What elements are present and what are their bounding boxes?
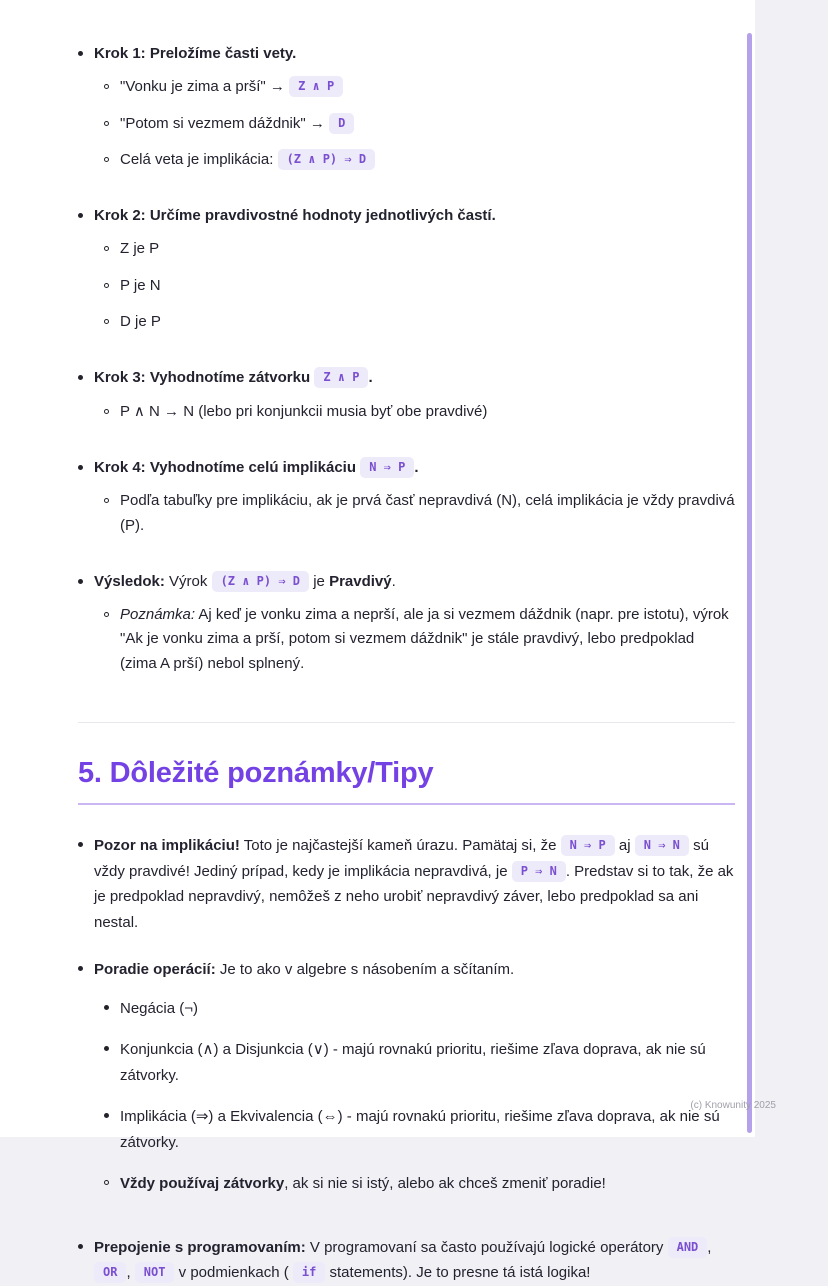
code-badge: if	[293, 1262, 325, 1283]
substep	[104, 237, 735, 261]
step-title	[94, 456, 735, 480]
step-title	[94, 204, 735, 228]
result-verdict: Pravdivý	[329, 572, 392, 590]
step-krok-4	[78, 456, 735, 550]
code-badge: (Z ∧ P) ⇒ D	[278, 149, 375, 170]
bullet-dot-icon	[104, 1046, 109, 1051]
text-run: aj	[618, 837, 631, 855]
text-run: .	[414, 458, 419, 476]
code-badge: NOT	[135, 1262, 175, 1283]
text-run: , ak si nie si istý, alebo ak chceš zmeniť poradie!	[284, 1175, 606, 1193]
result-label: Výsledok:	[94, 572, 165, 590]
tip-lead: Poradie operácií:	[94, 961, 216, 979]
substep-text: Z je P	[120, 240, 160, 258]
substep	[104, 489, 735, 538]
step-body	[94, 204, 735, 346]
text-run: statements). Je to presne tá istá logika!	[329, 1264, 591, 1282]
copyright: (c) Knowunity 2025	[690, 1100, 776, 1111]
sub-item-text: Negácia (¬)	[120, 999, 198, 1017]
step-title-text: Krok 3: Vyhodnotíme zátvorku	[94, 369, 311, 387]
operator-order-sublist	[94, 996, 735, 1197]
code-badge: N ⇒ P	[360, 457, 414, 478]
substep	[104, 148, 735, 172]
bullet-circle-icon	[104, 319, 109, 324]
substep	[104, 75, 735, 99]
sub-item-text: Implikácia (⇒) a Ekvivalencia (⇔) - majú rovnakú prioritu, riešime zľava doprava, ak nie sú zátvorky.	[120, 1108, 720, 1151]
bullet-dot-icon	[78, 51, 83, 56]
code-badge: Z ∧ P	[314, 367, 368, 388]
tip-lead: Prepojenie s programovaním:	[94, 1238, 306, 1256]
substep	[104, 310, 735, 334]
tip-lead: Pozor na implikáciu!	[94, 837, 240, 855]
text-run: ,	[126, 1264, 131, 1282]
sub-item-text	[120, 1171, 606, 1197]
bullet-dot-icon	[104, 1113, 109, 1118]
bullet-circle-icon	[104, 1180, 109, 1185]
substep-text	[120, 75, 343, 99]
text-run: Toto je najčastejší kameň úrazu. Pamätaj si, že	[243, 837, 557, 855]
code-badge: OR	[94, 1262, 126, 1283]
tip-body	[94, 957, 735, 1213]
bullet-circle-icon	[104, 498, 109, 503]
result-item	[78, 570, 735, 688]
substep-text: D je P	[120, 313, 161, 331]
scrollbar-thumb[interactable]	[747, 33, 752, 1133]
step-title-text: Krok 1: Preložíme časti vety.	[94, 45, 297, 62]
text-run: .	[391, 572, 396, 590]
bullet-circle-icon	[104, 612, 109, 617]
sub-item	[104, 996, 735, 1022]
tips-list	[78, 833, 735, 1286]
text-run: Celá veta je implikácia:	[120, 150, 274, 168]
sub-item	[104, 1171, 735, 1197]
step-title	[94, 366, 735, 390]
substep-text: P je N	[120, 276, 161, 294]
step-title	[94, 42, 735, 66]
bullet-dot-icon	[78, 375, 83, 380]
tip-programming	[78, 1235, 735, 1286]
section-heading: 5. Dôležité poznámky/Tipy	[78, 757, 735, 805]
text-run: ,	[707, 1238, 712, 1256]
step-title-text: Krok 4: Vyhodnotíme celú implikáciu	[94, 458, 357, 476]
note-label: Poznámka:	[120, 606, 196, 624]
substep	[104, 400, 735, 424]
step-krok-2	[78, 204, 735, 346]
sub-item	[104, 1104, 735, 1155]
result-note	[104, 603, 735, 676]
section-divider	[78, 722, 735, 723]
result-line	[94, 570, 735, 594]
tip-body	[94, 833, 735, 935]
text-run: Je to ako v algebre s násobením a sčítaním.	[219, 961, 515, 979]
substep	[104, 112, 735, 136]
substep-text	[120, 148, 375, 172]
substep-text	[120, 112, 354, 136]
result-body	[94, 570, 735, 688]
text-run: v podmienkach (	[178, 1264, 289, 1282]
bullet-circle-icon	[104, 409, 109, 414]
bullet-circle-icon	[104, 283, 109, 288]
text-run: Výrok	[169, 572, 208, 590]
bullet-dot-icon	[78, 213, 83, 218]
code-badge: D	[329, 113, 354, 134]
code-badge: N ⇒ N	[635, 835, 689, 856]
tip-text	[94, 957, 735, 983]
bullet-dot-icon	[78, 966, 83, 971]
step-body	[94, 42, 735, 184]
substep	[104, 274, 735, 298]
tip-body	[94, 1235, 735, 1286]
code-badge: AND	[668, 1237, 708, 1258]
tip-lead: Vždy používaj zátvorky	[120, 1175, 285, 1193]
substep-text: P ∧ N → N (lebo pri konjunkcii musia byť obe pravdivé)	[120, 402, 488, 420]
note-text	[120, 603, 735, 676]
tip-text	[94, 1235, 735, 1286]
step-krok-3	[78, 366, 735, 436]
tip-text	[94, 833, 735, 935]
text-run: "Potom si vezmem dáždnik" →	[120, 114, 325, 132]
sub-item	[104, 1037, 735, 1088]
bullet-circle-icon	[104, 246, 109, 251]
sub-item-text: Konjunkcia (∧) a Disjunkcia (∨) - majú rovnakú prioritu, riešime zľava doprava, ak nie sú zátvorky.	[120, 1041, 706, 1084]
substep-text: Podľa tabuľky pre implikáciu, ak je prvá časť nepravdivá (N), celá implikácia je vždy pravdivá (P).	[120, 492, 735, 534]
code-badge: Z ∧ P	[289, 76, 343, 97]
bullet-dot-icon	[78, 842, 83, 847]
code-badge: N ⇒ P	[561, 835, 615, 856]
step-body	[94, 366, 735, 436]
bullet-circle-icon	[104, 157, 109, 162]
code-badge: (Z ∧ P) ⇒ D	[212, 571, 309, 592]
text-run: .	[368, 369, 373, 387]
bullet-dot-icon	[104, 1005, 109, 1010]
code-badge: P ⇒ N	[512, 861, 566, 882]
text-run: je	[313, 572, 325, 590]
bullet-dot-icon	[78, 465, 83, 470]
bullet-circle-icon	[104, 84, 109, 89]
text-run: sú vždy pravdivé! Jediný prípad, kedy je implikácia nepravdivá, je	[94, 837, 709, 880]
text-run: Aj keď je vonku zima a neprší, ale ja si vezmem dáždnik (napr. pre istotu), výrok "Ak je vonku zima a prší, potom si vezmem dáždnik" je stále pravdivý, lebo predpoklad (zima A prší) nebol splnený.	[120, 606, 729, 672]
bullet-dot-icon	[78, 579, 83, 584]
text-run: "Vonku je zima a prší" →	[120, 78, 285, 96]
text-run: . Predstav si to tak, že ak je predpoklad nepravdivý, nemôžeš z neho urobiť nepravdivý záver, lebo predpoklad sa ani nestal.	[94, 862, 734, 931]
tip-implication	[78, 833, 735, 935]
bullet-dot-icon	[78, 1244, 83, 1249]
step-body	[94, 456, 735, 550]
text-run: V programovaní sa často používajú logické operátory	[309, 1238, 664, 1256]
tip-operator-order	[78, 957, 735, 1213]
step-krok-1	[78, 42, 735, 184]
step-title-text: Krok 2: Určíme pravdivostné hodnoty jednotlivých častí.	[94, 207, 496, 225]
bullet-circle-icon	[104, 121, 109, 126]
